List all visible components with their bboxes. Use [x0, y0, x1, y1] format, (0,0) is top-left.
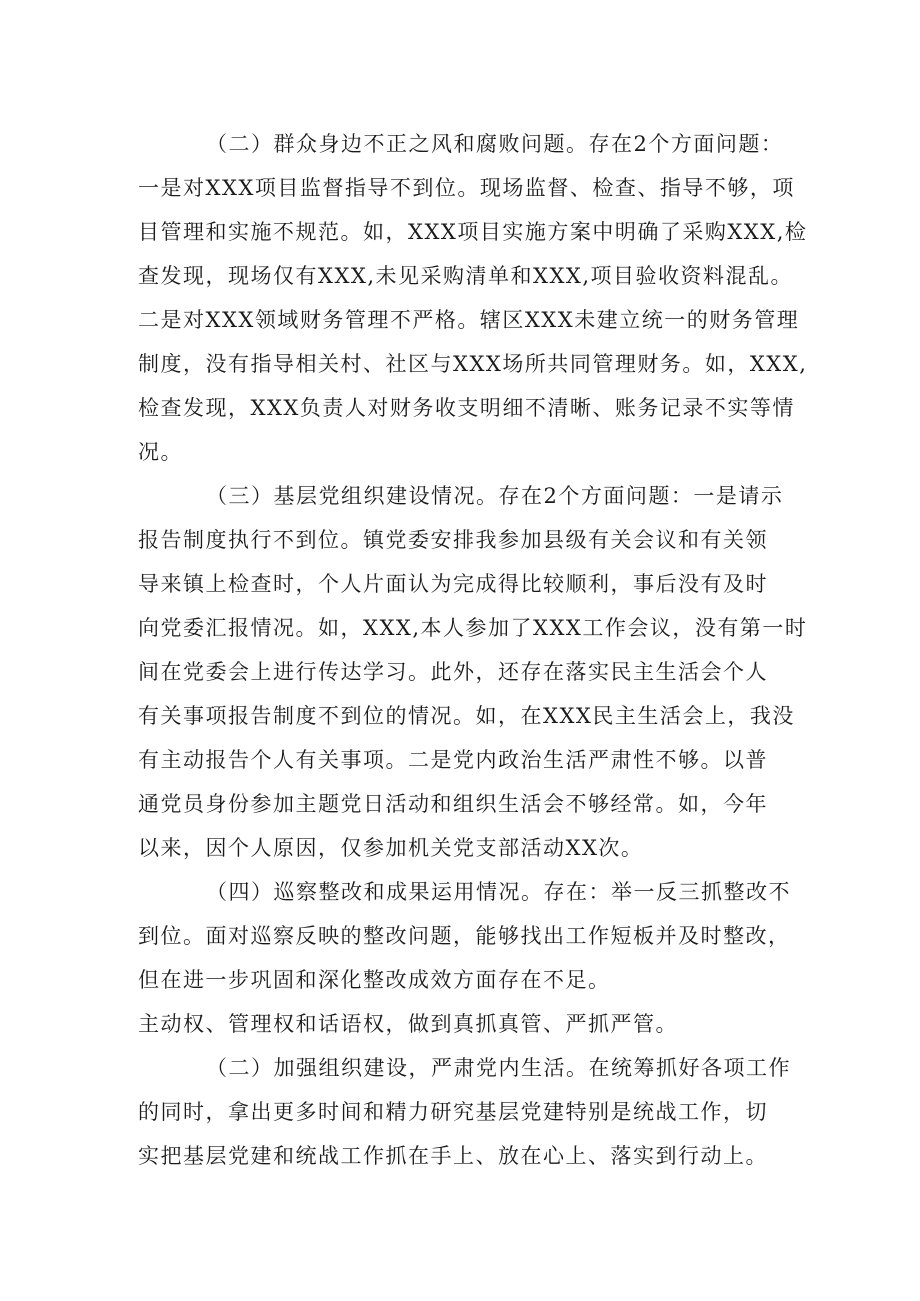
text-line: 实把基层党建和统战工作抓在手上、放在心上、落实到行动上。 — [138, 1144, 768, 1168]
text-line: 查发现，现场仅有XXX,未见采购清单和XXX,项目验收资料混乱。 — [138, 264, 794, 288]
text-line: 向党委汇报情况。如，XXX,本人参加了XXX工作会议，没有第一时 — [138, 616, 808, 640]
text-line: （四）巡察整改和成果运用情况。存在：举一反三抓整改不 — [206, 880, 791, 904]
document-body — [138, 122, 808, 1178]
text-line: 有关事项报告制度不到位的情况。如，在XXX民主生活会上，我没 — [138, 704, 795, 728]
text-line: （二）群众身边不正之风和腐败问题。存在2个方面问题： — [206, 132, 784, 156]
text-line: （三）基层党组织建设情况。存在2个方面问题：一是请示 — [206, 484, 784, 508]
text-line: 到位。面对巡察反映的整改问题，能够找出工作短板并及时整改， — [138, 924, 791, 948]
text-line: （二）加强组织建设，严肃党内生活。在统筹抓好各项工作 — [206, 1056, 791, 1080]
text-line: 检查发现，XXX负责人对财务收支明细不清晰、账务记录不实等情 — [138, 396, 795, 420]
text-line: 况。 — [138, 440, 183, 464]
text-line: 通党员身份参加主题党日活动和组织生活会不够经常。如，今年 — [138, 792, 768, 816]
text-line: 间在党委会上进行传达学习。此外，还存在落实民主生活会个人 — [138, 660, 768, 684]
text-line: 导来镇上检查时，个人片面认为完成得比较顺利，事后没有及时 — [138, 572, 768, 596]
text-line: 制度，没有指导相关村、社区与XXX场所共同管理财务。如，XXX, — [138, 352, 808, 376]
text-line: 二是对XXX领域财务管理不严格。辖区XXX未建立统一的财务管理 — [138, 308, 800, 332]
text-line: 报告制度执行不到位。镇党委安排我参加县级有关会议和有关领 — [138, 528, 768, 552]
text-line: 主动权、管理权和话语权，做到真抓真管、严抓严管。 — [138, 1012, 678, 1036]
text-line: 有主动报告个人有关事项。二是党内政治生活严肃性不够。以普 — [138, 748, 768, 772]
text-line: 但在进一步巩固和深化整改成效方面存在不足。 — [138, 968, 611, 992]
text-line: 以来，因个人原因，仅参加机关党支部活动XX次。 — [138, 836, 644, 860]
text-line: 目管理和实施不规范。如，XXX项目实施方案中明确了采购XXX,检 — [138, 220, 808, 244]
text-line: 的同时，拿出更多时间和精力研究基层党建特别是统战工作，切 — [138, 1100, 768, 1124]
text-line: 一是对XXX项目监督指导不到位。现场监督、检查、指导不够，项 — [138, 176, 795, 200]
